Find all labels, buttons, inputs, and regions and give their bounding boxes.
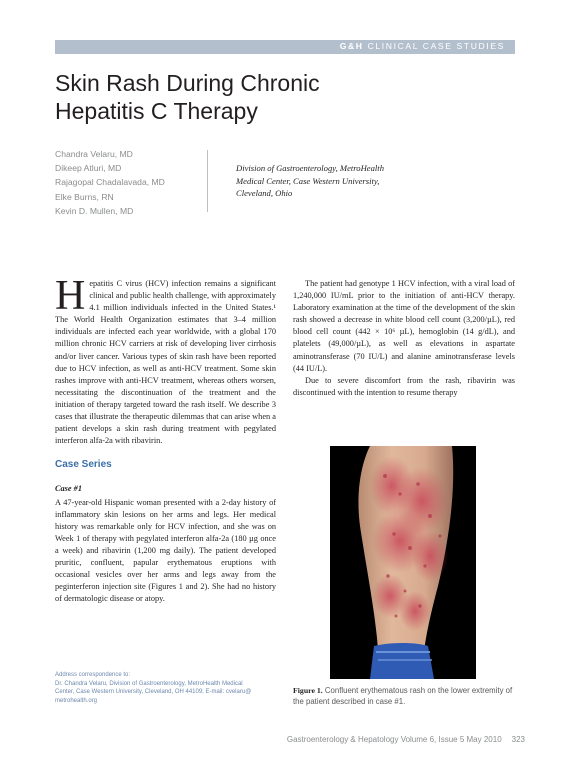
author-name: Rajagopal Chadalavada, MD <box>55 177 165 188</box>
address-line: Dr. Chandra Velaru, Division of Gastroenterology, MetroHealth Medical <box>55 680 243 687</box>
title-line-2: Hepatitis C Therapy <box>55 98 258 124</box>
page-number: 323 <box>511 735 525 744</box>
author-name: Kevin D. Mullen, MD <box>55 205 134 216</box>
body-paragraph: The patient had genotype 1 HCV infection, with a viral load of 1,240,000 IU/mL prior to the initiation of anti-HCV therapy. Laboratory examination at the time of the development of the skin rash showed a decrease in white blood cell count (3,200/µL), red blood cell count (442 × 10⁶ µL), hemoglobin (14 g/dL), and platelets (49,000/µL), as well as elevations in aspartate aminotransferase (70 IU/L) and alanine aminotransferase levels (44 IU/L). <box>293 279 515 373</box>
affiliation <box>236 162 416 200</box>
body-column-left <box>55 273 276 605</box>
address-line: metrohealth.org <box>55 697 98 704</box>
author-list <box>55 147 205 218</box>
section-heading: Case Series <box>55 459 112 471</box>
figure-1-photo <box>330 446 476 679</box>
intro-text: epatitis C virus (HCV) infection remains a significant clinical and public health challenge, with approximately 4.1 million individuals infected in the United States.¹ The World Health Organization estimates that 3–4 million individuals are infected each year worldwide, with a global 170 million chronic HCV carriers at risk of developing liver cirrhosis and/or liver cancer. Various types of skin rash have been reported due to HCV infection, as well as anti-HCV treatment. Some skin rashes improve with anti-HCV treatment, whereas others worsen, necessitating the discontinuation of the treatment and the initiation of therapy targeted toward the rash itself. We describe 3 cases that illustrate the therapeutic dilemmas that can arise when a patient develops a skin rash during treatment with pegylated interferon alfa-2a with ribavirin. <box>55 279 276 446</box>
article-title <box>55 69 375 125</box>
correspondence-address <box>55 671 275 705</box>
address-line: Center, Case Western University, Cleveland, OH 44109; E-mail: cvelaru@ <box>55 689 252 696</box>
page-footer <box>270 735 525 744</box>
body-column-right <box>293 278 515 399</box>
title-line-1: Skin Rash During Chronic <box>55 70 320 96</box>
journal-abbrev: G&H <box>339 41 364 51</box>
figure-label: Figure 1. <box>293 686 323 695</box>
section-header-band <box>55 40 515 54</box>
case-heading: Case #1 <box>55 484 82 494</box>
figure-caption-text: Confluent erythematous rash on the lower extremity of the patient described in case #1. <box>293 686 513 706</box>
footer-citation: Gastroenterology & Hepatology Volume 6, Issue 5 May 2010 <box>286 735 502 744</box>
affiliation-line: Division of Gastroenterology, MetroHealth <box>236 163 384 173</box>
author-name: Chandra Velaru, MD <box>55 149 133 159</box>
divider <box>207 150 208 212</box>
address-line: Address correspondence to: <box>55 672 131 678</box>
section-name: CLINICAL CASE STUDIES <box>367 41 505 51</box>
figure-caption <box>293 686 515 708</box>
section-header-text <box>340 41 505 51</box>
case-paragraph: A 47-year-old Hispanic woman presented with a 2-day history of inflammatory skin lesions on her arms and legs. Her medical history was remarkable only for HCV infection, and she was on Week 1 of therapy with pegylated interferon alfa-2a (180 µg once a week) and ribavirin (1,200 mg daily). The patient developed pruritic, confluent, papular erythematous eruptions with occasional vesicles over her arms and legs away from the peginterferon injection site (Figures 1 and 2). She had no history of dermatologic disease or atopy. <box>55 497 276 604</box>
leg-rash-illustration <box>330 446 476 679</box>
author-name: Elke Burns, RN <box>55 191 114 202</box>
drop-cap: H <box>55 273 86 319</box>
affiliation-line: Cleveland, Ohio <box>236 188 293 199</box>
author-name: Dikeep Atluri, MD <box>55 163 122 174</box>
affiliation-line: Medical Center, Case Western University, <box>236 175 380 186</box>
intro-paragraph <box>55 273 276 447</box>
body-paragraph: Due to severe discomfort from the rash, ribavirin was discontinued with the intention to resume therapy <box>293 375 515 397</box>
